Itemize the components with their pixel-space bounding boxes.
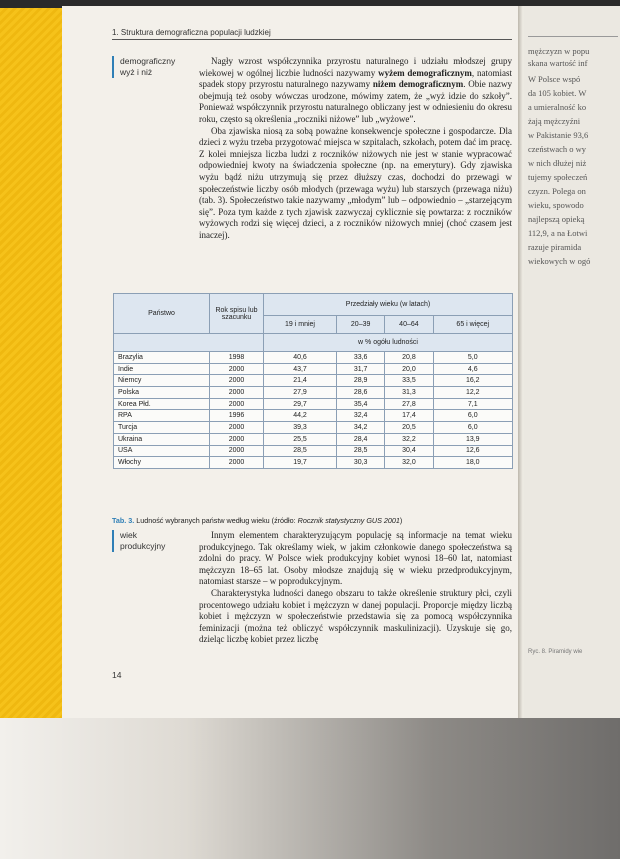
cell-value: 44,2	[264, 410, 337, 422]
table-caption	[112, 516, 402, 525]
margin-note-working-age	[112, 530, 165, 552]
cell-value: 43,7	[264, 363, 337, 375]
right-page-line: W Polsce wspó	[528, 74, 581, 84]
cell-value: 20,5	[385, 422, 433, 434]
term-niz: niżem demograficznym	[372, 79, 464, 90]
table-row	[114, 410, 513, 422]
table-row	[114, 445, 513, 457]
text-run: . Obie nazwy obejmują też osoby wówczas urodzone, mówimy zatem, że „wyż idzie do szkoły”. Ponieważ współczynnik przyrostu naturalnego obliczany jest w odniesieniu do okresu roku, często są określenia „roczniki niżowe” lub „wyżowe”.	[199, 79, 513, 124]
paragraph: Innym elementem charakteryzującym populację są informacje na temat wieku produkcyjnego. Tak określamy wiek, w jakim członkowie danego społeczeństwa są zdolni do pracy. W Polsce wiek produkcyjny kobiet wynosi 18–60 lat, natomiast mężczyzn 18–65 lat. Osoby młodsze znajdują się w wieku przedprodukcyjnym, natomiast starsze – w poprodukcyjnym.	[199, 530, 512, 587]
age-group-header: 19 i mniej	[264, 316, 337, 334]
margin-note-line: wyż i niż	[120, 67, 153, 77]
age-structure-table	[113, 293, 513, 469]
right-page-line: czyzn. Polega on	[528, 186, 586, 196]
table-row	[114, 457, 513, 469]
cell-value: 31,3	[385, 387, 433, 399]
text-block-demography	[199, 56, 512, 242]
cell-value: 35,4	[337, 398, 385, 410]
age-group-header: 40–64	[385, 316, 433, 334]
cell-value: 5,0	[433, 352, 512, 364]
cell-country: Polska	[114, 387, 210, 399]
desk-shadow	[0, 718, 620, 859]
unit-spacer	[114, 334, 264, 352]
header-rule	[528, 36, 618, 37]
table-row	[114, 387, 513, 399]
figure-caption: Ryc. 8. Piramidy wie	[528, 649, 583, 655]
cell-value: 34,2	[337, 422, 385, 434]
table-row	[114, 433, 513, 445]
cell-value: 13,9	[433, 433, 512, 445]
unit-row: w % ogółu ludności	[264, 334, 513, 352]
caption-text: Ludność wybranych państw według wieku (źródło:	[134, 516, 298, 525]
right-page-line: najlepszą opieką	[528, 214, 585, 224]
cell-value: 12,2	[433, 387, 512, 399]
age-group-header: 20–39	[337, 316, 385, 334]
cell-value: 29,7	[264, 398, 337, 410]
right-page-line: w Pakistanie 93,6	[528, 130, 589, 140]
right-page	[524, 6, 620, 718]
right-page-line: w nich dłużej niż	[528, 158, 587, 168]
table-row	[114, 375, 513, 387]
cell-value: 17,4	[385, 410, 433, 422]
cell-value: 28,9	[337, 375, 385, 387]
cell-country: Turcja	[114, 422, 210, 434]
cell-value: 39,3	[264, 422, 337, 434]
cell-value: 4,6	[433, 363, 512, 375]
column-header-year: Rok spisu lub szacunku	[210, 294, 264, 334]
cell-country: RPA	[114, 410, 210, 422]
cell-value: 21,4	[264, 375, 337, 387]
paragraph: Oba zjawiska niosą za sobą poważne konsekwencje społeczne i gospodarcze. Dla dzieci z wyżu trzeba przygotować miejsca w szpitalach, szkołach, potem dać im pracę. Z kolei mniejsza liczba ludzi z roczników niżowych nie jest w stanie wypracować odpowiedniej kwoty na świadczenia społeczne (np. na emerytury). Gdy zjawiska wyżu bądź niżu utrzymują się przez dłuższy czas, dochodzi do przewagi w społeczeństwie liczby osób młodych (przewaga wyżu) lub starszych (przewaga niżu) (tab. 3). Społeczeństwo takie nazywamy „młodym” lub – odpowiednio – „starzejącym się”. Poza tym każde z tych zjawisk zazwyczaj cyklicznie się powtarza: z roczników wyżowych rodzi się więcej dzieci, a z roczników niżowych mniej (choć czasem jest inaczej).	[199, 125, 512, 240]
cell-year: 1996	[210, 410, 264, 422]
cell-year: 2000	[210, 387, 264, 399]
right-page-line: wiekowych w ogó	[528, 256, 591, 266]
cell-value: 12,6	[433, 445, 512, 457]
cell-country: Brazylia	[114, 352, 210, 364]
right-page-line: a umieralność ko	[528, 102, 587, 112]
group-header-age: Przedziały wieku (w latach)	[264, 294, 513, 316]
text-run: , natomiast spadek stopy przyrostu naturalnego nazywamy	[199, 67, 513, 90]
cell-value: 28,4	[337, 433, 385, 445]
cell-value: 32,0	[385, 457, 433, 469]
cell-country: Włochy	[114, 457, 210, 469]
page-number: 14	[112, 670, 122, 680]
right-page-line: tujemy społeczeń	[528, 172, 588, 182]
table-caption-label: Tab. 3.	[112, 516, 135, 525]
header-rule	[112, 39, 512, 40]
cell-value: 7,1	[433, 398, 512, 410]
age-group-header: 65 i więcej	[433, 316, 512, 334]
cell-value: 31,7	[337, 363, 385, 375]
text-run: Nagły wzrost współczynnika przyrostu naturalnego i udziału młodszej grupy wiekowej w ogólnej liczbie ludności nazywamy	[199, 56, 512, 78]
cell-country: Niemcy	[114, 375, 210, 387]
cell-year: 1998	[210, 352, 264, 364]
right-page-line: skana wartość inf	[528, 58, 588, 68]
cell-value: 30,4	[385, 445, 433, 457]
cell-year: 2000	[210, 363, 264, 375]
cell-value: 28,5	[264, 445, 337, 457]
caption-source: Rocznik statystyczny GUS 2001	[297, 516, 400, 525]
cell-value: 28,5	[337, 445, 385, 457]
margin-note-line: wiek	[120, 530, 138, 540]
term-wyz: wyżem demograficznym	[378, 67, 472, 78]
cell-country: Indie	[114, 363, 210, 375]
table-row	[114, 363, 513, 375]
right-page-line: razuje piramida	[528, 242, 582, 252]
cell-value: 6,0	[433, 422, 512, 434]
cell-year: 2000	[210, 457, 264, 469]
cell-value: 27,9	[264, 387, 337, 399]
cell-country: USA	[114, 445, 210, 457]
cell-value: 20,0	[385, 363, 433, 375]
cell-value: 40,6	[264, 352, 337, 364]
cell-value: 19,7	[264, 457, 337, 469]
cell-value: 32,2	[385, 433, 433, 445]
text-block-working-age	[199, 530, 512, 646]
book-edge-pattern	[0, 0, 62, 720]
cell-year: 2000	[210, 422, 264, 434]
cell-value: 32,4	[337, 410, 385, 422]
cell-year: 2000	[210, 375, 264, 387]
table-row	[114, 398, 513, 410]
paragraph: Charakterystyka ludności danego obszaru to także określenie struktury płci, czyli procentowego udziału kobiet i mężczyzn w danej populacji. Proporcje między liczbą kobiet i mężczyzn w społeczeństwie przedstawia się za pomocą współczynnika feminizacji (można też obliczyć współczynnik maskulinizacji). Uzyskuje się go, dzieląc liczbę kobiet przez liczbę	[199, 587, 512, 645]
cell-year: 2000	[210, 398, 264, 410]
cell-value: 27,8	[385, 398, 433, 410]
column-header-country: Państwo	[114, 294, 210, 334]
cell-value: 30,3	[337, 457, 385, 469]
margin-note-demographic	[112, 56, 175, 78]
right-page-line: mężczyzn w popu	[528, 46, 590, 56]
right-page-line: czeństwach o wy	[528, 144, 587, 154]
margin-note-line: produkcyjny	[120, 541, 166, 551]
cell-year: 2000	[210, 445, 264, 457]
cell-value: 16,2	[433, 375, 512, 387]
cell-value: 33,6	[337, 352, 385, 364]
cell-value: 25,5	[264, 433, 337, 445]
cell-value: 28,6	[337, 387, 385, 399]
cell-value: 18,0	[433, 457, 512, 469]
cell-country: Ukraina	[114, 433, 210, 445]
right-page-line: 112,9, a na Łotwi	[528, 228, 588, 238]
table-row	[114, 352, 513, 364]
right-page-line: da 105 kobiet. W	[528, 88, 587, 98]
cell-value: 33,5	[385, 375, 433, 387]
cell-country: Korea Płd.	[114, 398, 210, 410]
right-page-line: żają mężczyźni	[528, 116, 581, 126]
running-head: 1. Struktura demograficzna populacji ludzkiej	[112, 28, 271, 37]
cell-year: 2000	[210, 433, 264, 445]
margin-note-line: demograficzny	[120, 56, 176, 66]
paragraph	[199, 56, 512, 126]
right-page-line: wieku, spowodo	[528, 200, 584, 210]
caption-text: )	[399, 516, 403, 525]
left-page	[62, 6, 522, 718]
table-row	[114, 422, 513, 434]
cell-value: 20,8	[385, 352, 433, 364]
cell-value: 6,0	[433, 410, 512, 422]
